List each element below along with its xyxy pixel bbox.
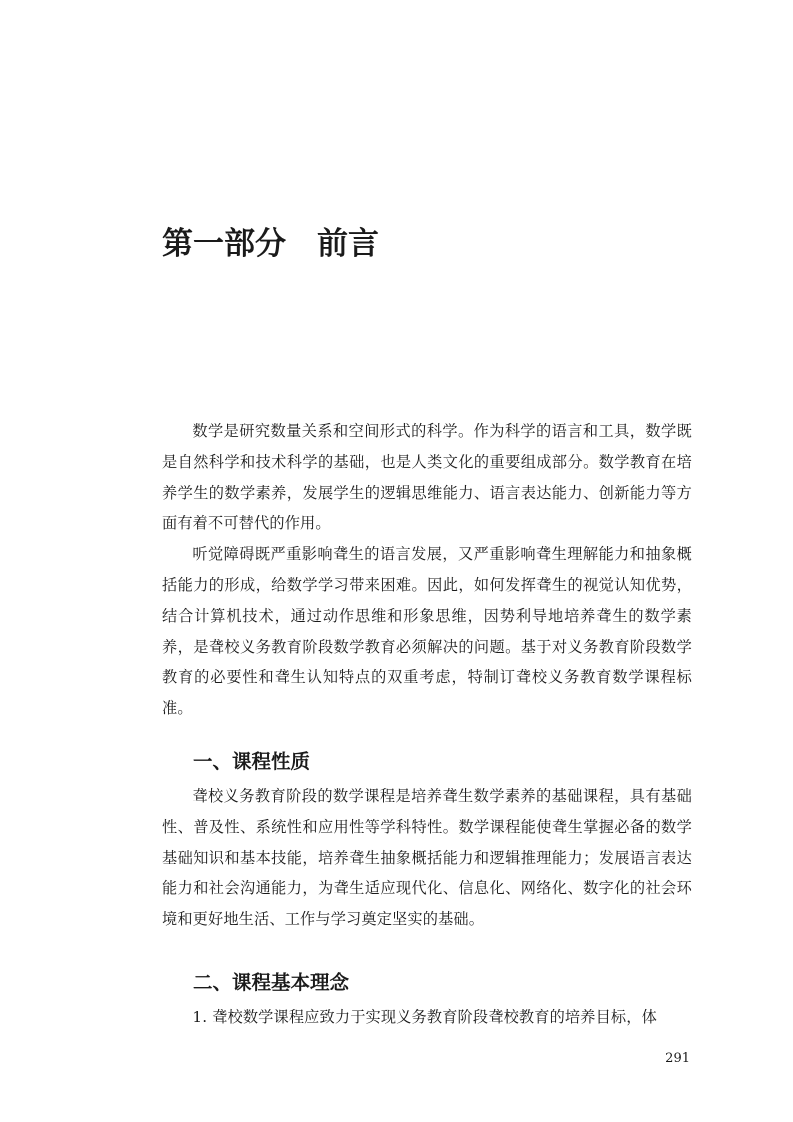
section-heading-course-nature: 一、课程性质 (193, 750, 311, 773)
intro-paragraph-1: 数学是研究数量关系和空间形式的科学。作为科学的语言和工具，数学既是自然科学和技术科学的基础，也是人类文化的重要组成部分。数学教育在培养学生的数学素养，发展学生的逻辑思维能力、语言表达能力、创新能力等方面有着不可替代的作用。 (162, 422, 692, 533)
intro-section (162, 416, 692, 724)
section-heading-basic-concepts: 二、课程基本理念 (193, 971, 350, 994)
section-basic-concepts (162, 964, 692, 1033)
basic-concepts-paragraph-1: 1. 聋校数学课程应致力于实现义务教育阶段聋校教育的培养目标，体 (192, 1008, 657, 1026)
page-number: 291 (665, 1051, 690, 1066)
page-title: 第一部分 前言 (162, 226, 379, 262)
section-course-nature (162, 743, 692, 935)
course-nature-paragraph: 聋校义务教育阶段的数学课程是培养聋生数学素养的基础课程，具有基础性、普及性、系统性和应用性等学科特性。数学课程能使聋生掌握必备的数学基础知识和基本技能，培养聋生抽象概括能力和逻辑推理能力；发展语言表达能力和社会沟通能力，为聋生适应现代化、信息化、网络化、数字化的社会环境和更好地生活、工作与学习奠定坚实的基础。 (162, 787, 692, 929)
intro-paragraph-2: 听觉障碍既严重影响聋生的语言发展，又严重影响聋生理解能力和抽象概括能力的形成，给数学学习带来困难。因此，如何发挥聋生的视觉认知优势，结合计算机技术，通过动作思维和形象思维，因势利导地培养聋生的数学素养，是聋校义务教育阶段数学教育必须解决的问题。基于对义务教育阶段数学教育的必要性和聋生认知特点的双重考虑，特制订聋校义务教育数学课程标准。 (162, 545, 692, 718)
